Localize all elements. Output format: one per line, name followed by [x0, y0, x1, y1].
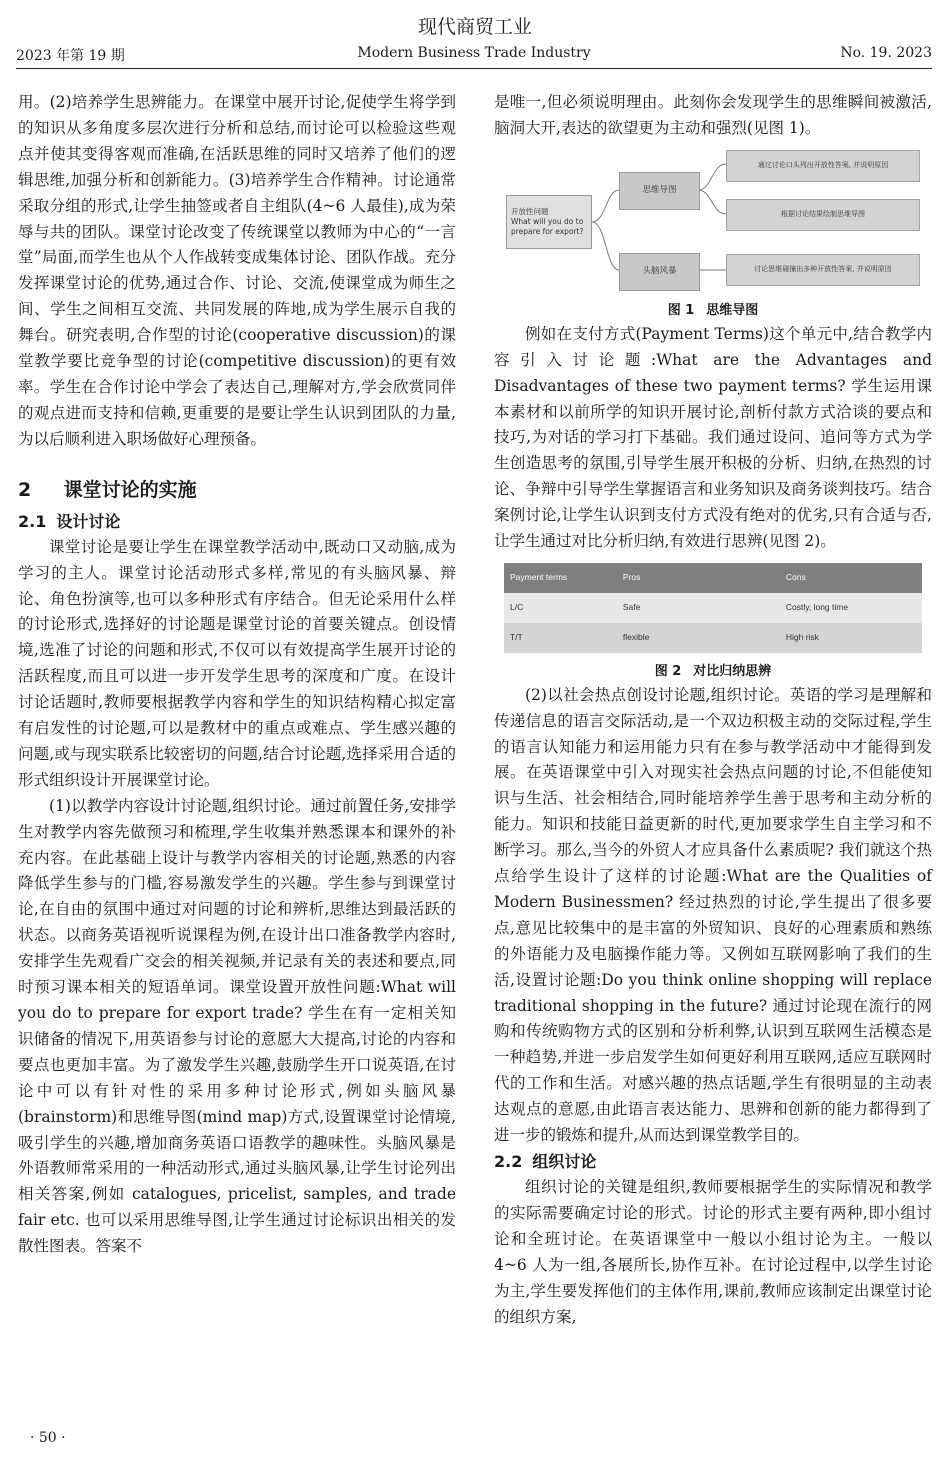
section-heading	[18, 475, 456, 505]
mind-map-leaf: 通过讨论口头列出开放性答案, 并说明原因	[726, 150, 920, 182]
subsection-title: 组织讨论	[532, 1152, 597, 1171]
table-cell: L/C	[504, 593, 617, 623]
table-cell: T/T	[504, 623, 617, 653]
table-cell: Safe	[617, 593, 780, 623]
section-title: 课堂讨论的实施	[63, 478, 197, 501]
table-cell: Costly, long time	[780, 593, 922, 623]
section-number: 2	[18, 478, 32, 501]
figure-title: 思维导图	[706, 302, 759, 318]
figure-title: 对比归纳思辨	[693, 663, 772, 679]
brainstorm-node: 头脑风暴	[619, 253, 700, 291]
right-column	[494, 90, 932, 1330]
table-row	[504, 623, 922, 653]
figure-number: 图 2	[654, 663, 682, 679]
mind-map-leaf: 讨论思维碰撞出多种开放性答案, 并说明原因	[726, 254, 920, 286]
paragraph: 是唯一,但必须说明理由。此刻你会发现学生的思维瞬间被激活,脑洞大开,表达的欲望更为主动和强烈(见图 1)。	[494, 93, 932, 137]
subsection-title: 设计讨论	[56, 511, 121, 531]
subsection-heading	[18, 509, 456, 535]
paragraph: (1)以教学内容设计讨论题,组织讨论。通过前置任务,安排学生对教学内容先做预习和梳理,学生收集并熟悉课本和课外的补充内容。在此基础上设计与教学内容相关的讨论题,熟悉的内容降低学生参与的门槛,容易激发学生的兴趣。学生参与到课堂讨论,在自由的氛围中通过对问题的讨论和辨析,思维达到最活跃的状态。以商务英语视听说课程为例,在设计出口准备教学内容时,安排学生先观看广交会的相关视频,并记录有关的表述和要点,同时预习课本相关的短语单词。课堂设置开放性问题:What will you do to prepare for export trade? 学生在有一定相关知识储备的情况下,用英语参与讨论的意愿大大提高,讨论的内容和要点也更加丰富。为了激发学生兴趣,鼓励学生开口说英语,在讨论中可以有针对性的采用多种讨论形式,例如头脑风暴(brainstorm)和思维导图(mind map)方式,设置课堂讨论情境,吸引学生的兴趣,增加商务英语口语教学的趣味性。头脑风暴是外语教师常采用的一种活动形式,通过头脑风暴,让学生讨论列出相关答案,例如 catalogues, pricelist, samples, and trade fair etc. 也可以采用思维导图,让学生通过讨论标识出相关的发散性图表。答案不	[18, 796, 456, 1256]
mind-map-leaf: 根据讨论结果绘制思维导图	[726, 199, 920, 231]
subsection-number: 2.2	[494, 1152, 523, 1171]
mind-map-node: 思维导图	[619, 172, 700, 210]
paragraph: 用。(2)培养学生思辨能力。在课堂中展开讨论,促使学生将学到的知识从多角度多层次进行分析和总结,而讨论可以检验这些观点并使其变得客观而准确,在活跃思维的同时又培养了他们的逻辑思维,加强分析和创新能力。(3)培养学生合作精神。讨论通常采取分组的形式,让学生抽签或者自主组队(4~6 人最佳),成为荣辱与共的团队。课堂讨论改变了传统课堂以教师为中心的“一言堂”局面,而学生也从个人作战转变成集体讨论、团队作战。充分发挥课堂讨论的优势,通过合作、讨论、交流,使课堂成为师生之间、学生之间相互交流、共同发展的阵地,成为学生展示自我的舞台。研究表明,合作型的讨论(cooperative discussion)的课堂教学要比竞争型的讨论(competitive discussion)的更有效率。学生在合作讨论中学会了表达自己,理解对方,学会欣赏同伴的观点进而支持和信赖,更重要的是要让学生认识到团队的力量,为以后顺利进入职场做好心理预备。	[18, 93, 456, 448]
header-rule	[16, 68, 932, 69]
table-cell: High risk	[780, 623, 922, 653]
paragraph: (2)以社会热点创设讨论题,组织讨论。英语的学习是理解和传递信息的语言交际活动,是一个双边积极主动的交际过程,学生的语言认知能力和运用能力只有在参与教学活动中才能得到发展。在英语课堂中引入对现实社会热点问题的讨论,不但能使知识与生活、社会相结合,同时能培养学生善于思考和主动分析的能力。知识和技能日益更新的时代,更加要求学生自主学习和不断学习。那么,当今的外贸人才应具备什么素质呢? 我们就这个热点给学生设计了这样的讨论题:What are the Qualities of Modern Businessmen? 经过热烈的讨论,学生提出了很多要点,意见比较集中的是丰富的外贸知识、良好的心理素质和熟练的外语能力及电脑操作能力等。又例如互联网影响了我们的生活,设置讨论题:Do you think online shopping will replace traditional shopping in the future? 通过讨论现在流行的网购和传统购物方式的区别和分析利弊,认识到互联网生活模态是一种趋势,并进一步启发学生如何更好利用互联网,适应互联网时代的工作和生活。对感兴趣的热点话题,学生有很明显的主动表达观点的意愿,由此语言表达能力、思辨和创新的能力都得到了进一步的锻炼和提升,从而达到课堂教学目的。	[494, 685, 932, 1145]
root-title: 开放性问题	[511, 206, 549, 216]
root-question: What will you do to prepare for export?	[511, 216, 584, 236]
table-header: Cons	[780, 563, 922, 593]
table-header: Payment terms	[504, 563, 617, 593]
figure-caption	[494, 661, 932, 683]
comparison-table	[504, 563, 922, 653]
running-header	[16, 45, 932, 65]
table-cell: flexible	[617, 623, 780, 653]
journal-en-title: Modern Business Trade Industry	[357, 45, 591, 61]
left-column	[18, 90, 456, 1260]
table-header-row	[504, 563, 922, 593]
issue-number: No. 19. 2023	[840, 45, 932, 61]
table-row	[504, 593, 922, 623]
figure-caption	[494, 300, 932, 322]
table-header: Pros	[617, 563, 780, 593]
issue-label: 2023 年第 19 期	[16, 48, 125, 64]
figure-number: 图 1	[667, 302, 695, 318]
paragraph: 课堂讨论是要让学生在课堂教学活动中,既动口又动脑,成为学习的主人。课堂讨论活动形式多样,常见的有头脑风暴、辩论、角色扮演等,也可以多种形式有序结合。但无论采用什么样的讨论形式,选择好的讨论题是课堂讨论的首要关键点。创设情境,选准了讨论的问题和形式,不仅可以有效提高学生展开讨论的活跃程度,而且可以进一步开发学生思考的深度和广度。在设计讨论话题时,教师要根据教学内容和学生的知识结构精心拟定富有启发性的讨论题,可以是教材中的重点或难点、学生感兴趣的问题,或与现实联系比较密切的问题,结合讨论题,选择采用合适的形式组织设计开展课堂讨论。	[18, 537, 456, 789]
journal-title: 现代商贸工业	[417, 16, 532, 38]
mind-map-figure	[494, 150, 932, 298]
paragraph: 例如在支付方式(Payment Terms)这个单元中,结合教学内容引入讨论题:What are the Advantages and Disadvantages of these two payment terms? 学生运用课本素材和以前所学的知识开展讨论,剖析付款方式洽谈的要点和技巧,为对话的学习打下基础。我们通过设问、追问等方式为学生创造思考的氛围,引导学生展开积极的分析、归纳,在热烈的讨论、争辩中引导学生掌握语言和业务知识及商务谈判技巧。结合案例讨论,让学生认识到支付方式没有绝对的优劣,只有合适与否,让学生通过对比分析归纳,有效进行思辨(见图 2)。	[494, 324, 932, 551]
subsection-heading	[494, 1149, 932, 1175]
paragraph: 组织讨论的关键是组织,教师要根据学生的实际情况和教学的实际需要确定讨论的形式。讨论的形式主要有两种,即小组讨论和全班讨论。在英语课堂中一般以小组讨论为主。一般以 4~6 人为一组,各展所长,协作互补。在讨论过程中,以学生讨论为主,学生要发挥他们的主体作用,课前,教师应该制定出课堂讨论的组织方案,	[494, 1178, 932, 1326]
page-number: · 50 ·	[30, 1430, 66, 1446]
mind-map-root	[506, 195, 592, 249]
subsection-number: 2.1	[18, 511, 47, 531]
